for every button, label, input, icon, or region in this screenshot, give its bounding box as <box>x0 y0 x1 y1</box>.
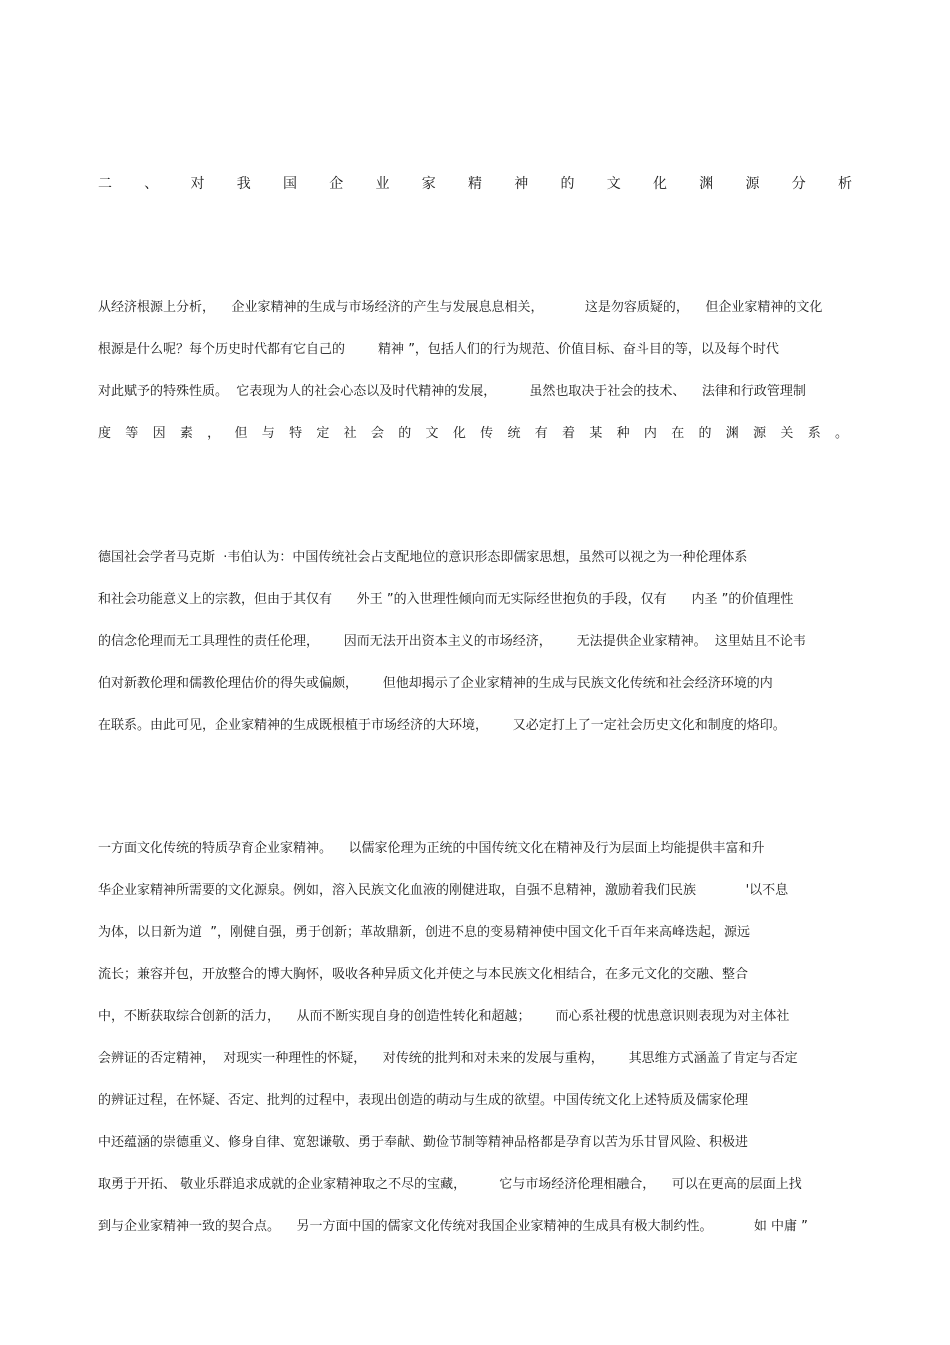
paragraph-line: 会辨证的否定精神， 对现实一种理性的怀疑， 对传统的批判和对未来的发展与重构， 其思维方式涵盖了肯定与否定 <box>98 1051 798 1066</box>
heading-char: 精 <box>468 176 482 192</box>
heading-char: 对 <box>190 176 205 192</box>
heading-char: 析 <box>838 176 852 192</box>
heading-char: 神 <box>514 176 529 192</box>
heading-char: 渊 <box>699 176 714 192</box>
heading-char: 企 <box>329 176 344 192</box>
paragraph-line: 中还蕴涵的崇德重义、修身自律、宽恕谦敬、勇于奉献、勤俭节制等精神品格都是孕育以苦为乐甘冒风险、积极进 <box>98 1135 749 1150</box>
heading-char: 、 <box>144 176 159 192</box>
heading-char: 的 <box>560 176 575 192</box>
paragraph-line: 度 等 因 素 ， 但 与 特 定 社 会 的 文 化 传 统 有 着 某 种 内 在 的 渊 源 关 系 。 <box>98 426 848 441</box>
section-heading <box>98 172 852 196</box>
paragraph-line: 德国社会学者马克斯 ·韦伯认为：中国传统社会占支配地位的意识形态即儒家思想，虽然可以视之为一种伦理体系 <box>98 550 748 565</box>
heading-char: 化 <box>653 176 667 192</box>
paragraph-line: 到与企业家精神一致的契合点。 另一方面中国的儒家文化传统对我国企业家精神的生成具有极大制约性。 如 中庸 ” <box>98 1219 808 1234</box>
paragraph-line: 为体，以日新为道 ”，刚健自强，勇于创新；革故鼎新，创进不息的变易精神使中国文化千百年来高峰迭起，源远 <box>98 925 751 940</box>
heading-char: 源 <box>745 176 760 192</box>
paragraph-line: 从经济根源上分析， 企业家精神的生成与市场经济的产生与发展息息相关， 这是勿容质疑的， 但企业家精神的文化 <box>98 300 823 315</box>
paragraph-line: 对此赋予的特殊性质。 它表现为人的社会心态以及时代精神的发展， 虽然也取决于社会的技术、 法律和行政管理制 <box>98 384 806 399</box>
paragraph-line: 的辨证过程，在怀疑、否定、批判的过程中，表现出创造的萌动与生成的欲望。中国传统文化上述特质及儒家伦理 <box>98 1093 749 1108</box>
paragraph-line: 的信念伦理而无工具理性的责任伦理， 因而无法开出资本主义的市场经济， 无法提供企业家精神。 这里姑且不论韦 <box>98 634 806 649</box>
paragraph-line: 根源是什么呢？每个历史时代都有它自己的 精神 ”，包括人们的行为规范、价值目标、奋斗目的等，以及每个时代 <box>98 342 779 357</box>
heading-char: 分 <box>791 176 806 192</box>
paragraph-line: 流长；兼容并包，开放整合的博大胸怀，吸收各种异质文化并使之与本民族文化相结合，在多元文化的交融、整合 <box>98 967 749 982</box>
paragraph-line: 在联系。由此可见，企业家精神的生成既根植于市场经济的大环境， 又必定打上了一定社会历史文化和制度的烙印。 <box>98 718 786 733</box>
paragraph-line: 伯对新教伦理和儒教伦理估价的得失或偏颇， 但他却揭示了企业家精神的生成与民族文化传统和社会经济环境的内 <box>98 676 773 691</box>
paragraph-line: 中，不断获取综合创新的活力， 从而不断实现自身的创造性转化和超越； 而心系社稷的忧患意识则表现为对主体社 <box>98 1009 790 1024</box>
paragraph-line: 华企业家精神所需要的文化源泉。例如，溶入民族文化血液的刚健进取，自强不息精神，激励着我们民族 '以不息 <box>98 883 789 898</box>
paragraph-line: 和社会功能意义上的宗教，但由于其仅有 外王 ”的入世理性倾向而无实际经世抱负的手段，仅有 内圣 ”的价值理性 <box>98 592 794 607</box>
heading-char: 我 <box>236 176 251 192</box>
paragraph-line: 取勇于开拓、 敬业乐群追求成就的企业家精神取之不尽的宝藏， 它与市场经济伦理相融合， 可以在更高的层面上找 <box>98 1177 802 1192</box>
heading-char: 国 <box>283 176 297 192</box>
heading-char: 业 <box>375 176 390 192</box>
heading-char: 家 <box>421 176 436 192</box>
heading-char: 二 <box>98 176 112 192</box>
heading-char: 文 <box>606 176 621 192</box>
paragraph-line: 一方面文化传统的特质孕育企业家精神。 以儒家伦理为正统的中国传统文化在精神及行为层面上均能提供丰富和升 <box>98 841 765 856</box>
